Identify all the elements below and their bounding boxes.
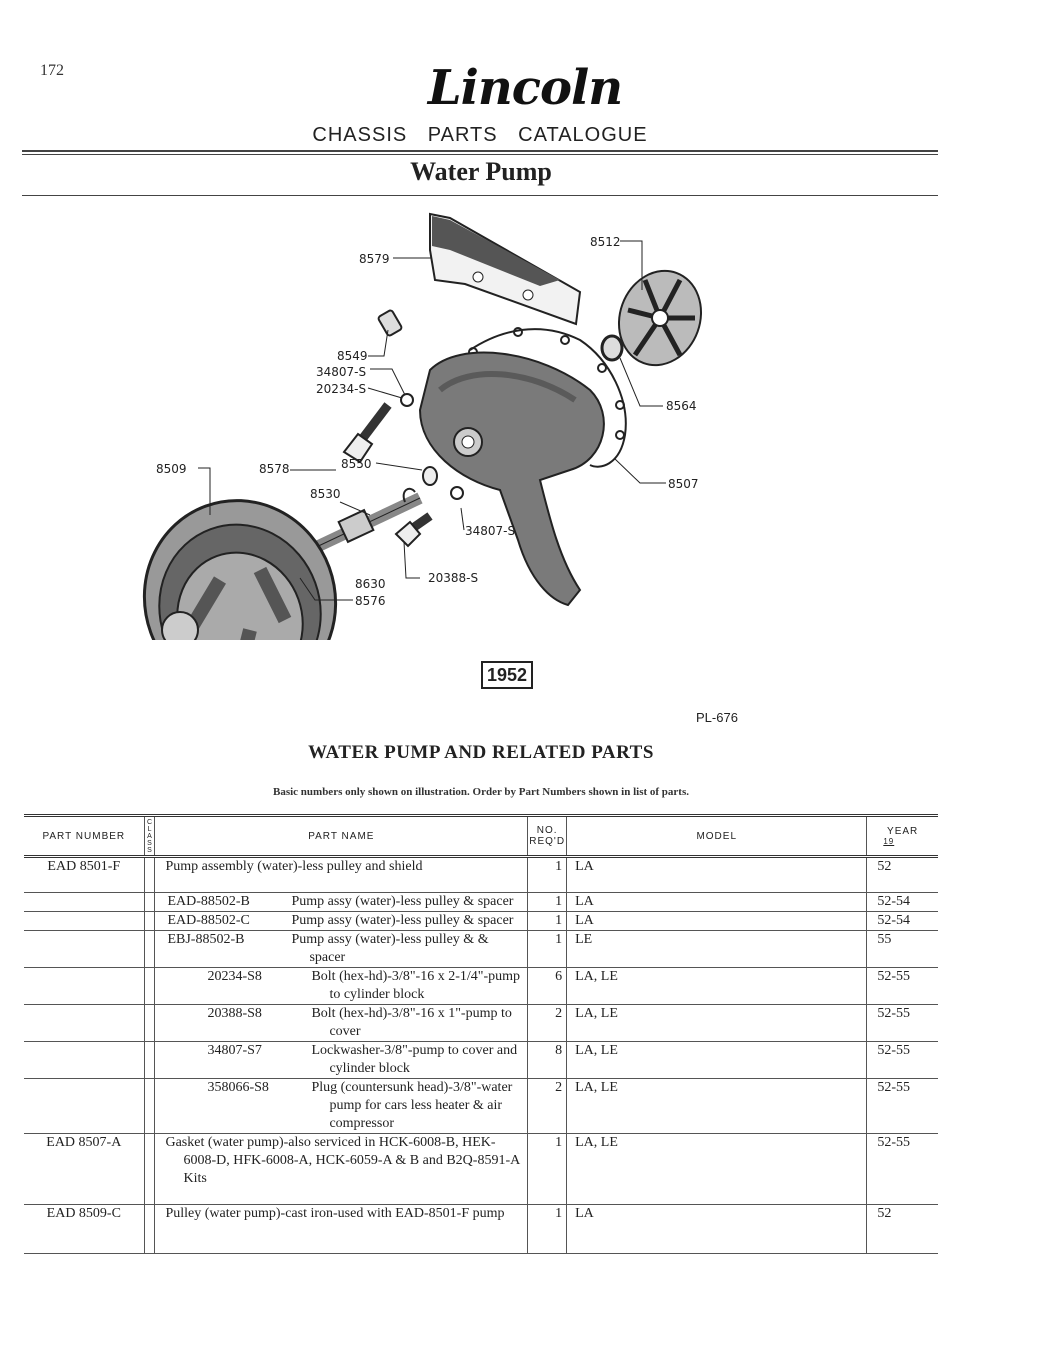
- table-row: [24, 1042, 938, 1079]
- qty-cell: 2: [528, 1079, 567, 1134]
- part-number-cell: EAD 8501-F: [24, 857, 144, 893]
- part-name-cell: [155, 857, 528, 893]
- class-cell: [144, 931, 155, 968]
- part-number-cell: EAD 8509-C: [24, 1205, 144, 1254]
- bolt-part: [344, 405, 388, 462]
- class-cell: [144, 857, 155, 893]
- model-cell: LA: [567, 893, 867, 912]
- part-number-cell: [24, 931, 144, 968]
- qty-cell: 1: [528, 912, 567, 931]
- callout-8564: 8564: [666, 399, 697, 413]
- part-number-cell: EAD 8507-A: [24, 1134, 144, 1205]
- part-name-cell: [155, 931, 528, 968]
- header-model: MODEL: [567, 816, 867, 857]
- header-part-name: PART NAME: [155, 816, 528, 857]
- shaft-part: [310, 467, 437, 550]
- class-cell: [144, 893, 155, 912]
- part-name-cell: [155, 912, 528, 931]
- qty-cell: 1: [528, 893, 567, 912]
- header-part-number: PART NUMBER: [24, 816, 144, 857]
- year-cell: 52-54: [867, 912, 938, 931]
- year-cell: 52-55: [867, 1042, 938, 1079]
- lockwasher-part-2: [451, 487, 463, 499]
- lockwasher-part: [401, 394, 413, 406]
- model-cell: LA, LE: [567, 1134, 867, 1205]
- part-name-cell: [155, 1205, 528, 1254]
- model-cell: LA, LE: [567, 968, 867, 1005]
- part-number-cell: [24, 1005, 144, 1042]
- table-row: [24, 1205, 938, 1254]
- class-cell: [144, 1079, 155, 1134]
- part-name-cell: [155, 1134, 528, 1205]
- qty-cell: 1: [528, 1205, 567, 1254]
- part-number-cell: [24, 1079, 144, 1134]
- header-class-label: CLASS: [146, 818, 153, 854]
- class-cell: [144, 968, 155, 1005]
- page-number: 172: [40, 62, 64, 79]
- part-name-text: Pump assy (water)-less pulley & & spacer: [291, 932, 489, 965]
- part-name-cell: [155, 1079, 528, 1134]
- part-name-text: Pump assy (water)-less pulley & spacer: [291, 913, 514, 928]
- part-name-text: Bolt (hex-hd)-3/8"-16 x 2-1/4"-pump to cylinder block: [311, 969, 521, 1002]
- callout-8578: 8578: [259, 462, 290, 476]
- part-name-cell: [155, 893, 528, 912]
- class-cell: [144, 912, 155, 931]
- header-qty: NO. REQ'D: [528, 816, 567, 857]
- section-rule: [22, 195, 938, 196]
- year-cell: 52-55: [867, 1134, 938, 1205]
- pump-body-part: [420, 353, 604, 605]
- model-cell: LA, LE: [567, 1079, 867, 1134]
- callout-8579: 8579: [359, 252, 390, 266]
- qty-cell: 8: [528, 1042, 567, 1079]
- callout-34807s-b: 34807-S: [465, 524, 516, 538]
- parts-list-note: Basic numbers only shown on illustration. Order by Part Numbers shown in list of parts.: [272, 786, 689, 798]
- year-cell: 52-54: [867, 893, 938, 912]
- qty-cell: 1: [528, 931, 567, 968]
- part-name-text: Pump assembly (water)-less pulley and shield: [165, 859, 423, 874]
- part-name-text: Lockwasher-3/8"-pump to cover and cylinder block: [311, 1043, 518, 1076]
- year-cell: 52-55: [867, 968, 938, 1005]
- part-number-cell: [24, 1042, 144, 1079]
- part-name-text: Gasket (water pump)-also serviced in HCK-6008-B, HEK-6008-D, HFK-6008-A, HCK-6059-A & B and B2Q-8591-A Kits: [165, 1135, 520, 1186]
- year-cell: 52: [867, 857, 938, 893]
- qty-cell: 6: [528, 968, 567, 1005]
- parts-table: [24, 814, 938, 1254]
- part-name-text: Bolt (hex-hd)-3/8"-16 x 1"-pump to cover: [311, 1006, 512, 1039]
- callout-20234s: 20234-S: [316, 382, 367, 396]
- part-number-cell: [24, 893, 144, 912]
- catalogue-title: CHASSIS PARTS CATALOGUE: [312, 124, 648, 146]
- part-name-text: Pump assy (water)-less pulley & spacer: [291, 894, 514, 909]
- model-cell: LA: [567, 1205, 867, 1254]
- part-number-cell: [24, 912, 144, 931]
- callout-8509: 8509: [156, 462, 187, 476]
- header-year: [867, 816, 938, 857]
- callout-34807s-a: 34807-S: [316, 365, 367, 379]
- model-cell: LA, LE: [567, 1005, 867, 1042]
- qty-cell: 2: [528, 1005, 567, 1042]
- year-box: 1952: [481, 661, 533, 689]
- table-header-row: [24, 816, 938, 857]
- sub-part-code: 358066-S8: [207, 1080, 269, 1095]
- table-row: [24, 893, 938, 912]
- qty-cell: 1: [528, 857, 567, 893]
- parts-list-title: WATER PUMP AND RELATED PARTS: [308, 742, 654, 763]
- table-row: [24, 968, 938, 1005]
- qty-cell: 1: [528, 1134, 567, 1205]
- header-rule-thin: [22, 154, 938, 155]
- table-row: [24, 912, 938, 931]
- water-pump-exploded-illustration: [120, 200, 740, 640]
- class-cell: [144, 1005, 155, 1042]
- shield-part: [430, 214, 580, 324]
- table-row: [24, 857, 938, 893]
- header-year-sub: 19: [883, 837, 895, 846]
- sub-part-code: EAD-88502-B: [167, 894, 250, 909]
- header-year-label: YEAR: [887, 826, 919, 837]
- callout-8530: 8530: [310, 487, 341, 501]
- part-number-cell: [24, 968, 144, 1005]
- sub-part-code: EBJ-88502-B: [167, 932, 245, 947]
- model-cell: LA: [567, 857, 867, 893]
- callout-8549: 8549: [337, 349, 368, 363]
- class-cell: [144, 1205, 155, 1254]
- callout-8512: 8512: [590, 235, 621, 249]
- section-title: Water Pump: [410, 157, 552, 186]
- year-cell: 52-55: [867, 1079, 938, 1134]
- part-name-text: Pulley (water pump)-cast iron-used with EAD-8501-F pump: [165, 1206, 505, 1221]
- impeller-part: [606, 259, 714, 377]
- brand-logo: Lincoln: [427, 60, 623, 116]
- year-cell: 52: [867, 1205, 938, 1254]
- part-name-cell: [155, 968, 528, 1005]
- class-cell: [144, 1134, 155, 1205]
- model-cell: LA: [567, 912, 867, 931]
- bolt-part-2: [396, 516, 430, 546]
- plate-number: PL-676: [696, 710, 738, 725]
- sub-part-code: 20388-S8: [207, 1006, 262, 1021]
- header-rule: [22, 150, 938, 152]
- part-name-cell: [155, 1005, 528, 1042]
- table-row: [24, 931, 938, 968]
- model-cell: LA, LE: [567, 1042, 867, 1079]
- callout-8550: 8550: [341, 457, 372, 471]
- table-row: [24, 1079, 938, 1134]
- sub-part-code: 34807-S7: [207, 1043, 262, 1058]
- callout-8630: 8630: [355, 577, 386, 591]
- table-row: [24, 1134, 938, 1205]
- seal-part: [602, 336, 622, 360]
- year-cell: 55: [867, 931, 938, 968]
- callout-8576: 8576: [355, 594, 386, 608]
- part-name-text: Plug (countersunk head)-3/8"-water pump for cars less heater & air compressor: [311, 1080, 513, 1131]
- table-row: [24, 1005, 938, 1042]
- part-name-cell: [155, 1042, 528, 1079]
- class-cell: [144, 1042, 155, 1079]
- callout-20388s: 20388-S: [428, 571, 479, 585]
- sub-part-code: 20234-S8: [207, 969, 262, 984]
- callout-8507: 8507: [668, 477, 699, 491]
- year-cell: 52-55: [867, 1005, 938, 1042]
- bushing-part: [378, 309, 403, 336]
- model-cell: LE: [567, 931, 867, 968]
- header-class: [144, 816, 155, 857]
- sub-part-code: EAD-88502-C: [167, 913, 250, 928]
